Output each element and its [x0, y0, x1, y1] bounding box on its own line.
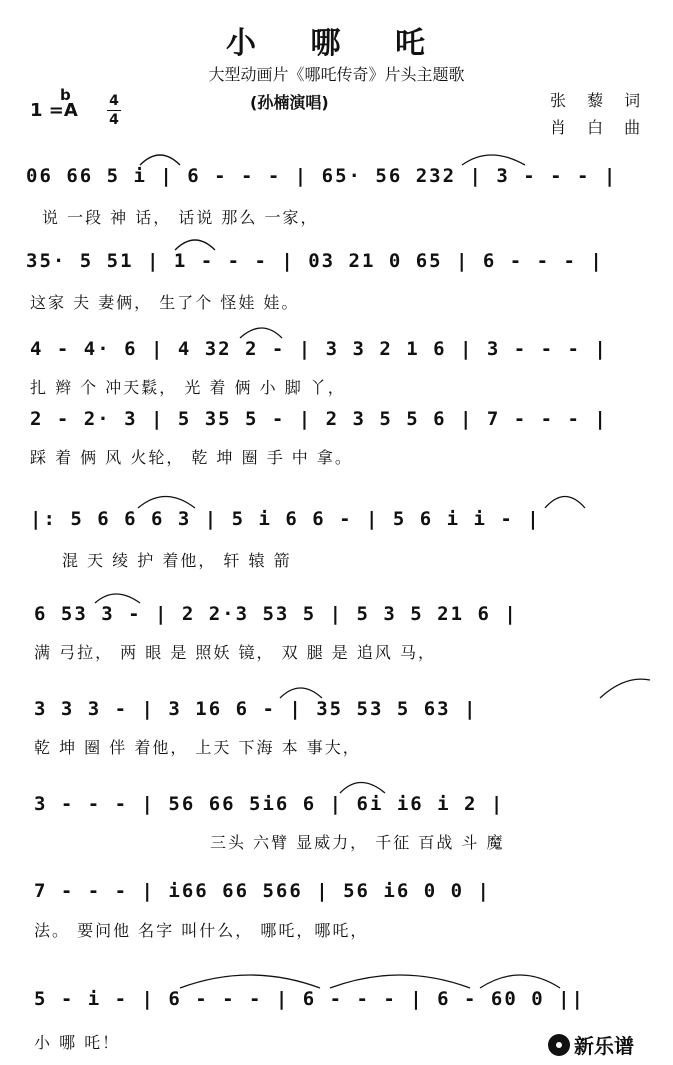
lyric-line-4: 踩 着 俩 风 火轮， 乾 坤 圈 手 中 拿。 — [30, 448, 353, 467]
notation-line-3: 4 - 4· 6 | 4 32 2 - | 3 3 2 1 6 | 3 - - - | — [30, 338, 608, 360]
subtitle: 大型动画片《哪吒传奇》片头主题歌 — [208, 65, 465, 84]
time-bottom: 4 — [109, 112, 119, 128]
notation-line-10: 5 - i - | 6 - - - | 6 - - - | 6 - 60 0 || — [34, 988, 585, 1010]
notation-line-1: 06 66 5 i | 6 - - - | 65· 56 232 | 3 - - - | — [26, 165, 618, 187]
notation-line-9: 7 - - - | i66 66 566 | 56 i6 0 0 | — [34, 880, 491, 902]
key-label: 1 =A — [30, 100, 78, 121]
lyric-line-1: 说 一段 神 话， 话说 那么 一家， — [42, 208, 319, 227]
notation-line-5: |: 5 6 6 6 3 | 5 i 6 6 - | 5 6 i i - | — [30, 508, 541, 530]
composer-credit: 肖 白 曲 — [550, 118, 649, 137]
lyric-line-10: 小 哪 吒！ — [34, 1033, 121, 1052]
logo-text: 新乐谱 — [574, 1034, 634, 1058]
notation-line-6: 6 53 3 - | 2 2·3 53 5 | 5 3 5 21 6 | — [34, 603, 518, 625]
singer-credit: (孙楠演唱) — [250, 93, 329, 112]
site-logo — [548, 1030, 634, 1059]
notation-line-7: 3 3 3 - | 3 16 6 - | 35 53 5 63 | — [34, 698, 478, 720]
flat-sign: b — [60, 86, 71, 104]
music-disc-icon — [548, 1034, 570, 1056]
notation-line-8: 3 - - - | 56 66 5i6 6 | 6i i6 i 2 | — [34, 793, 505, 815]
page-title: 小 哪 吒 — [226, 26, 447, 61]
time-top: 4 — [109, 93, 119, 109]
notation-line-2: 35· 5 51 | 1 - - - | 03 21 0 65 | 6 - - - | — [26, 250, 604, 272]
lyric-line-6: 满 弓拉， 两 眼 是 照妖 镜， 双 腿 是 追风 马， — [34, 643, 436, 662]
notation-line-4: 2 - 2· 3 | 5 35 5 - | 2 3 5 5 6 | 7 - - - | — [30, 408, 608, 430]
lyric-line-5: 混 天 绫 护 着他， 轩 辕 箭 — [62, 551, 292, 570]
lyric-line-2: 这家 夫 妻俩， 生了个 怪娃 娃。 — [30, 293, 300, 312]
lyric-line-8: 三头 六臂 显威力， 千征 百战 斗 魔 — [210, 833, 505, 852]
lyric-line-9: 法。 要问他 名字 叫什么， 哪吒，哪吒， — [34, 921, 369, 940]
lyric-line-7: 乾 坤 圈 伴 着他， 上天 下海 本 事大， — [34, 738, 361, 757]
lyricist-credit: 张 藜 词 — [550, 91, 649, 110]
lyric-line-3: 扎 辫 个 冲天鬏， 光 着 俩 小 脚 丫， — [30, 378, 346, 397]
